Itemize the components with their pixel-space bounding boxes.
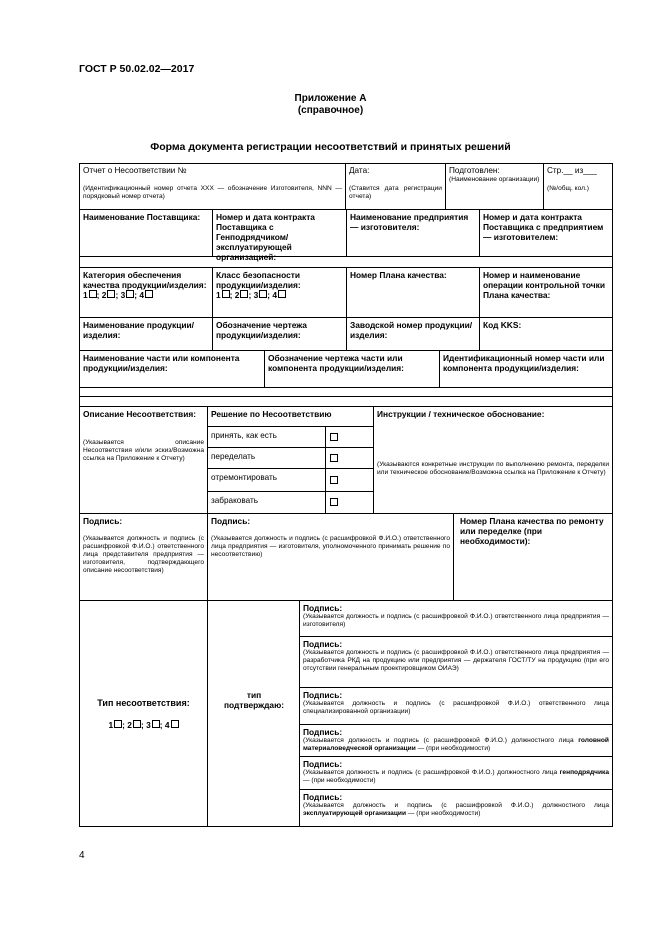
decision-signature-note: (Указывается должность и подпись (с расшифровкой Ф.И.О.) ответственного лица предприятия — изготовителя, уполномоченного принимать решение по несоответствию) — [211, 535, 450, 558]
form-title: Форма документа регистрации несоответствий и принятых решений — [150, 141, 511, 153]
signature-label: Подпись: — [303, 792, 343, 802]
product-name-cell[interactable]: Наименование продукции/изделия: — [83, 320, 194, 340]
prepared-cell[interactable] — [446, 164, 543, 209]
checkbox-icon — [278, 290, 286, 298]
serial-number-cell[interactable]: Заводской номер продукции/изделия: — [350, 320, 473, 340]
page-number: 4 — [79, 850, 85, 861]
date-label: Дата: — [349, 166, 370, 175]
safety-class-options: 1 ; 2 ; 3 ; 4 — [216, 290, 343, 300]
signature-note: (Указывается должность и подпись (с расшифровкой Ф.И.О.) должностного лица головной материаловедческой организации — (при необходимости) — [303, 737, 609, 752]
report-number-cell[interactable] — [80, 164, 345, 209]
signature-operating-org[interactable] — [300, 790, 612, 826]
report-number-label: Отчет о Несоответствии № — [83, 166, 187, 175]
signature-label: Подпись: — [303, 603, 343, 613]
checkbox-icon — [114, 720, 122, 728]
quality-category-cell[interactable] — [80, 268, 212, 317]
signature-note: (Указывается должность и подпись (с расшифровкой Ф.И.О.) должностного лица генподрядчика — (при необходимости) — [303, 769, 609, 784]
safety-class-label: Класс безопасности продукции/изделия: — [216, 270, 301, 290]
appendix-title — [0, 93, 661, 117]
date-cell[interactable] — [346, 164, 445, 209]
enterprise-name-cell[interactable]: Наименование предприятия — изготовителя: — [350, 212, 469, 232]
appendix-note: (справочное) — [297, 105, 364, 116]
checkbox-icon — [89, 290, 97, 298]
control-point-cell[interactable]: Номер и наименование операции контрольной точки Плана качества: — [483, 270, 605, 300]
decision-header: Решение по Несоответствию — [211, 409, 332, 419]
option-reject-label: забраковать — [211, 496, 258, 505]
checkbox-icon — [171, 720, 179, 728]
decision-signature-label: Подпись: — [211, 516, 251, 526]
nonconformity-type-label: Тип несоответствия: — [97, 697, 190, 708]
nonconformity-type-options[interactable]: 1 ; 2 ; 3 ; 4 — [108, 720, 178, 730]
signature-developer[interactable] — [300, 637, 612, 687]
signature-specialized-org[interactable] — [300, 688, 612, 724]
rework-checkbox[interactable] — [330, 454, 338, 462]
prepared-label: Подготовлен: — [449, 166, 500, 175]
part-drawing-cell[interactable]: Обозначение чертежа части или компонента продукции/изделия: — [268, 353, 404, 373]
option-accept-label: принять, как есть — [211, 431, 277, 440]
safety-class-cell[interactable] — [213, 268, 346, 317]
signature-label: Подпись: — [303, 690, 343, 700]
nonconformity-description-cell[interactable] — [80, 407, 207, 513]
signature-note: (Указывается должность и подпись (с расшифровкой Ф.И.О.) ответственного лица предприятия — изготовителя) — [303, 613, 609, 628]
quality-category-options: 1 ; 2 ; 3 ; 4 — [83, 290, 209, 300]
kks-code-cell[interactable]: Код KKS: — [483, 320, 522, 330]
part-name-cell[interactable]: Наименование части или компонента продукции/изделия: — [83, 353, 240, 373]
description-signature-cell[interactable] — [80, 514, 207, 600]
description-signature-label: Подпись: — [83, 516, 123, 526]
contract-general-cell[interactable]: Номер и дата контракта Поставщика с Генподрядчиком/эксплуатирующей организацией: — [216, 212, 315, 262]
checkbox-icon — [133, 720, 141, 728]
signature-note: (Указывается должность и подпись (с расшифровкой Ф.И.О.) должностного лица эксплуатирующей организации — (при необходимости) — [303, 802, 609, 817]
option-repair-label: отремонтировать — [211, 473, 278, 482]
date-note: (Ставится дата регистрации отчета) — [349, 185, 442, 200]
registration-form-table — [79, 163, 613, 827]
supplier-name-cell[interactable]: Наименование Поставщика: — [83, 212, 201, 222]
reject-checkbox[interactable] — [330, 498, 338, 506]
quality-category-label: Категория обеспечения качества продукции/изделия: — [83, 270, 207, 290]
part-id-cell[interactable]: Идентификационный номер части или компонента продукции/изделия: — [443, 353, 605, 373]
signature-manufacturer[interactable] — [300, 601, 612, 636]
page-count-note: (№/общ. кол.) — [547, 185, 589, 192]
product-drawing-cell[interactable]: Обозначение чертежа продукции/изделия: — [216, 320, 307, 340]
page-count-label: Стр.__ из___ — [547, 166, 597, 175]
signature-label: Подпись: — [303, 639, 343, 649]
repair-checkbox[interactable] — [330, 476, 338, 484]
confirm-type-label: тип подтверждаю: — [223, 690, 285, 710]
nonconformity-type-cell — [80, 601, 207, 826]
confirm-type-column — [208, 601, 300, 827]
signature-label: Подпись: — [303, 759, 343, 769]
checkbox-icon — [145, 290, 153, 298]
option-rework-label: переделать — [211, 452, 256, 461]
checkbox-icon — [152, 720, 160, 728]
accept-checkbox[interactable] — [330, 433, 338, 441]
report-number-note: (Идентификационный номер отчета XXX — обозначение Изготовителя, NNN — порядковый номер отчета) — [83, 185, 342, 200]
signature-general-contractor[interactable] — [300, 757, 612, 789]
description-signature-note: (Указывается должность и подпись (с расшифровкой Ф.И.О.) ответственного лица представителя предприятия — изготовителя, подтверждающего описание несоответствия) — [83, 535, 204, 574]
decision-signature-cell[interactable] — [208, 514, 453, 600]
repair-plan-cell[interactable]: Номер Плана качества по ремонту или переделке (при необходимости): — [460, 516, 604, 546]
instructions-label: Инструкции / техническое обоснование: — [377, 409, 545, 419]
prepared-note: (Наименование организации) — [449, 176, 540, 183]
instructions-note: (Указываются конкретные инструкции по выполнению ремонта, переделки или техническое обоснование/Возможна ссылка на Приложение к Отчету) — [377, 461, 609, 476]
document-header: ГОСТ Р 50.02.02—2017 — [79, 63, 195, 75]
instructions-cell[interactable] — [374, 407, 612, 513]
appendix-label: Приложение А — [294, 93, 367, 104]
quality-plan-cell[interactable]: Номер Плана качества: — [350, 270, 447, 280]
signature-materials-org[interactable] — [300, 725, 612, 756]
signature-note: (Указывается должность и подпись (с расшифровкой Ф.И.О.) ответственного лица специализированной организации) — [303, 700, 609, 715]
signature-label: Подпись: — [303, 727, 343, 737]
signature-note: (Указывается должность и подпись (с расшифровкой Ф.И.О.) ответственного лица предприятия — разработчика РКД на продукцию или предприятия — держателя ГОСТ/ТУ на продукцию (при его отсутствии генеральным проектировщиком ОИАЭ) — [303, 649, 609, 672]
contract-enterprise-cell[interactable]: Номер и дата контракта Поставщика с предприятием — изготовителем: — [483, 212, 604, 242]
description-label: Описание Несоответствия: — [83, 409, 197, 419]
checkbox-icon — [222, 290, 230, 298]
description-note: (Указывается описание Несоответствия и/или эскиз/Возможна ссылка на Приложение к Отчету) — [83, 439, 204, 462]
page-count-cell[interactable] — [544, 164, 612, 209]
